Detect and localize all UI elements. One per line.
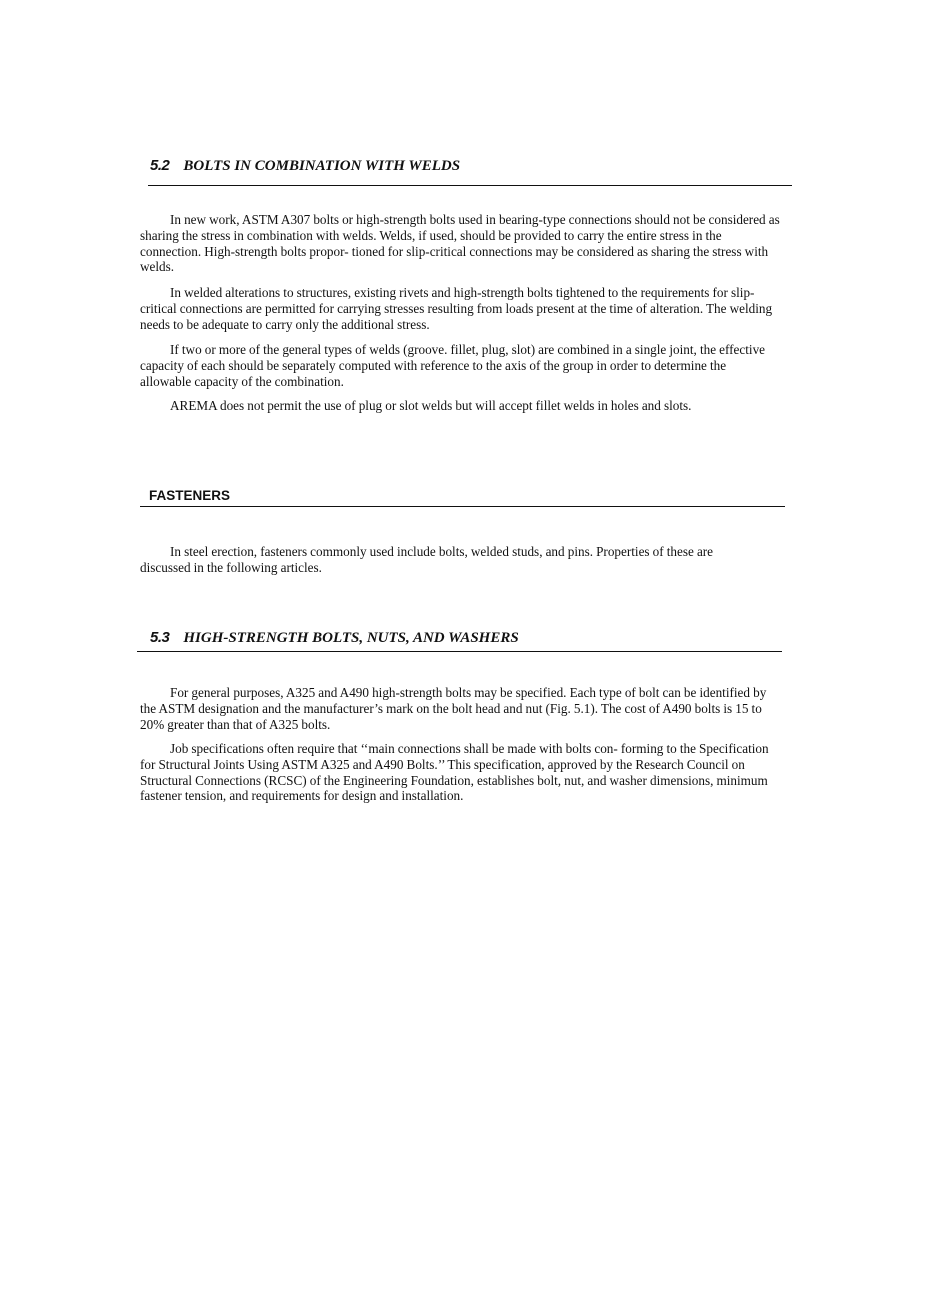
paragraph: If two or more of the general types of welds (groove. fillet, plug, slot) are combined in a single joint, the effective capacity of each should be separately computed with reference to the axis of the group in order to determine the allowable capacity of the combination. xyxy=(140,342,766,389)
paragraph: Job specifications often require that ‘‘main connections shall be made with bolts con- forming to the Specification for Structural Joints Using ASTM A325 and A490 Bolts.’’ This specification, approved by the Research Council on Structural Connections (RCSC) of the Engineering Foundation, establishes bolt, nut, and washer dimensions, minimum fastener tension, and requirements for design and installation. xyxy=(140,741,769,804)
paragraph: For general purposes, A325 and A490 high-strength bolts may be specified. Each type of bolt can be identified by the ASTM designation and the manufacturer’s mark on the bolt head and nut (Fig. 5.1). The cost of A490 bolts is 15 to 20% greater than that of A325 bolts. xyxy=(140,685,767,732)
section-number: 5.3 xyxy=(150,629,170,646)
paragraph: In new work, ASTM A307 bolts or high-strength bolts used in bearing-type connections should not be considered as sharing the stress in combination with welds. Welds, if used, should be provided to carry the entire stress in the connection. High-strength bolts propor- tioned for slip-critical connections may be considered as sharing the stress with welds. xyxy=(140,212,780,275)
fasteners-heading: FASTENERS xyxy=(149,488,231,503)
section-number: 5.2 xyxy=(150,157,170,174)
section-heading-5-3 xyxy=(150,629,519,647)
paragraph: In welded alterations to structures, existing rivets and high-strength bolts tightened to the requirements for slip-critical connections are permitted for carrying stresses resulting from loads present at the time of alteration. The welding needs to be adequate to carry only the additional stress. xyxy=(140,285,773,332)
section-heading-5-2 xyxy=(150,157,460,175)
section-title: BOLTS IN COMBINATION WITH WELDS xyxy=(183,158,461,174)
section-rule xyxy=(140,506,785,507)
paragraph: AREMA does not permit the use of plug or slot welds but will accept fillet welds in holes and slots. xyxy=(170,398,692,413)
section-title: HIGH-STRENGTH BOLTS, NUTS, AND WASHERS xyxy=(183,630,519,646)
section-rule xyxy=(137,651,782,652)
paragraph: In steel erection, fasteners commonly used include bolts, welded studs, and pins. Properties of these are discussed in the following articles. xyxy=(140,544,714,575)
section-rule xyxy=(148,185,792,186)
